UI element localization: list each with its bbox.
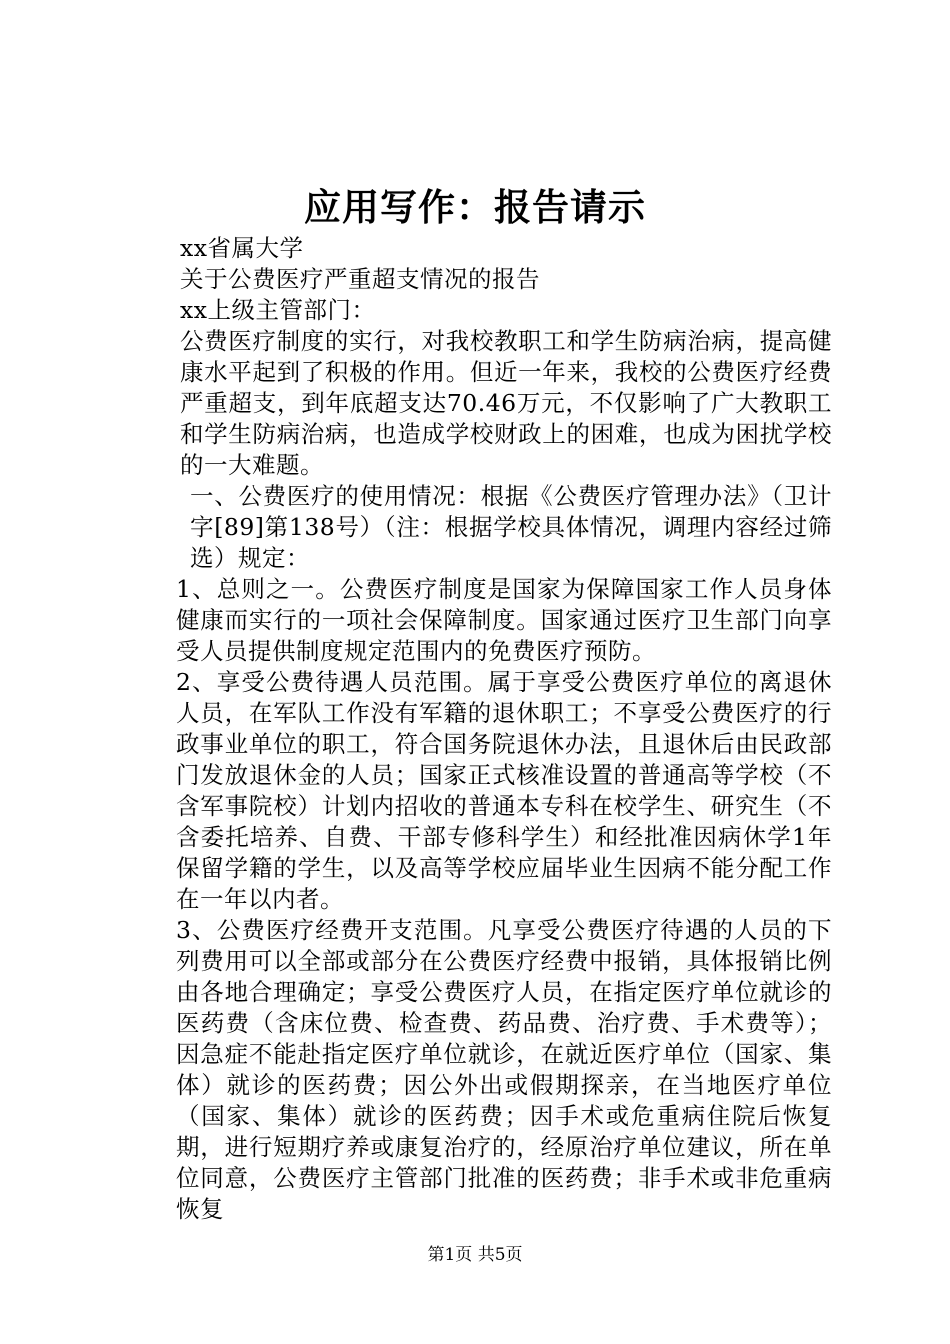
paragraph-section-1: 一、公费医疗的使用情况：根据《公费医疗管理办法》（卫计字[89]第138号）（注：根据学校具体情况，调理内容经过筛选）规定： <box>190 482 832 572</box>
recipient-line: xx上级主管部门： <box>180 296 376 324</box>
document-body <box>130 233 832 1225</box>
subject-line: 关于公费医疗严重超支情况的报告 <box>180 265 540 293</box>
paragraph-intro: 公费医疗制度的实行，对我校教职工和学生防病治病，提高健康水平起到了积极的作用。但近一年来，我校的公费医疗经费严重超支，到年底超支达70.46万元，不仅影响了广大教职工和学生防病治病，也造成学校财政上的困难，也成为困扰学校的一大难题。 <box>180 327 832 479</box>
page-footer: 第1页 共5页 <box>427 1245 523 1265</box>
org-line: xx省属大学 <box>180 234 304 262</box>
page-title: 应用写作：报告请示 <box>304 186 646 229</box>
paragraph-item-3: 3、公费医疗经费开支范围。凡享受公费医疗待遇的人员的下列费用可以全部或部分在公费医疗经费中报销，具体报销比例由各地合理确定；享受公费医疗人员，在指定医疗单位就诊的医药费（含床位费、检查费、药品费、治疗费、手术费等）；因急症不能赴指定医疗单位就诊，在就近医疗单位（国家、集体）就诊的医药费；因公外出或假期探亲，在当地医疗单位（国家、集体）就诊的医药费；因手术或危重病住院后恢复期，进行短期疗养或康复治疗的，经原治疗单位建议，所在单位同意，公费医疗主管部门批准的医药费；非手术或非危重病恢复 <box>176 916 832 1223</box>
paragraph-item-1: 1、总则之一。公费医疗制度是国家为保障国家工作人员身体健康而实行的一项社会保障制度。国家通过医疗卫生部门向享受人员提供制度规定范围内的免费医疗预防。 <box>176 575 832 665</box>
paragraph-item-2: 2、享受公费待遇人员范围。属于享受公费医疗单位的离退休人员，在军队工作没有军籍的退休职工；不享受公费医疗的行政事业单位的职工，符合国务院退休办法，且退休后由民政部门发放退休金的人员；国家正式核准设置的普通高等学校（不含军事院校）计划内招收的普通本专科在校学生、研究生（不含委托培养、自费、干部专修科学生）和经批准因病休学1年保留学籍的学生，以及高等学校应届毕业生因病不能分配工作在一年以内者。 <box>176 668 832 913</box>
